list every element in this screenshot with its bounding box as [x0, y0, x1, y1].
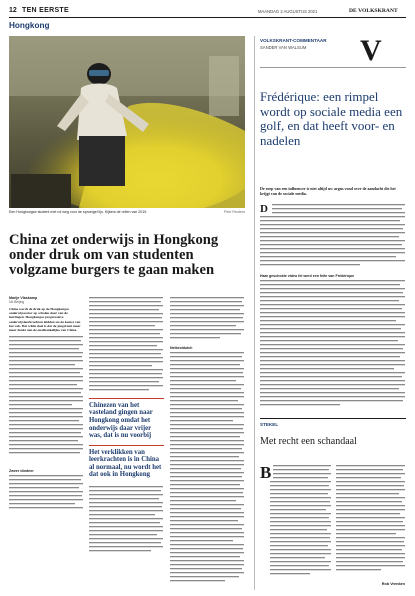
byline-place: Uit Beijing	[9, 300, 25, 304]
article-lead: China wordt de druk op de Hongkongse onderwijssector op scholen daar van de leerlingen. Hongkongse progressieve onderwijsleerkrachten leidden tot de komst van het vak. Het wilde doel is dat de jeugd niet meer meer denkt aan de onafhankelijke van China.	[9, 307, 81, 333]
body-text-lines	[170, 296, 245, 346]
stekel-author: Rob Vrenken	[381, 582, 405, 586]
stekel-dropcap: B	[260, 463, 272, 482]
byline: Marije Vlaskamp	[9, 296, 38, 300]
pullquote-1: Chinezen van het vasteland gingen naar Hongkong omdat het onderwijs daar vrijer was, dat is nu voorbij	[89, 401, 153, 440]
commentary-initial: V	[360, 34, 382, 67]
photo-credit: Pete Reuters	[224, 210, 245, 214]
commentary-lead: De roep van een influencer is niet altijd uw argus vond over de aandacht die het krijgt van de sociale media.	[260, 186, 396, 196]
commentary-rule	[260, 67, 406, 68]
header-rule	[9, 17, 406, 18]
article-column-1	[9, 296, 84, 514]
stekel-column-1	[270, 464, 332, 580]
body-text-lines	[260, 203, 406, 271]
commentary-author: SANDER VAN WALSUM	[260, 45, 307, 50]
article-subhead: Zweer vlindner	[9, 469, 34, 474]
pullquote-rule	[89, 398, 164, 399]
page-number: 12	[9, 7, 17, 14]
stekel-label: STEKEL	[260, 422, 279, 427]
commentary-subhead: Haar geschokte video fel werd een feite van Frédérique	[260, 274, 355, 278]
body-text-lines	[170, 351, 245, 587]
section-kicker: Hongkong	[9, 21, 50, 30]
stekel-title: Met recht een schandaal	[260, 436, 357, 447]
commentary-body	[260, 203, 406, 411]
body-text-lines	[270, 464, 332, 580]
news-photo	[9, 36, 245, 208]
body-text-lines	[9, 335, 84, 467]
commentary-title: Frédérique: een rimpel wordt op sociale media een golf, en dat heeft voor- en nadelen	[260, 89, 403, 148]
body-text-lines	[89, 296, 164, 394]
photo-caption: Een Hongkongse student met rol weg voor de sproeigel lijn. Kijkers de rellen van 2019.	[9, 210, 148, 214]
protest-photo-illustration	[9, 36, 245, 208]
stekel-rule	[260, 418, 406, 419]
article-headline: China zet onderwijs in Hongkong onder druk om van studenten volgzame burgers te gaan maken	[9, 232, 219, 279]
dateline: MAANDAG 2 AUGUSTUS 2021	[258, 8, 318, 14]
article-column-2	[89, 296, 164, 555]
pullquote-2: Het verklikken van leerkrachten is in China al normaal, nu wordt het dat ook in Hongkong	[89, 448, 162, 479]
article-body-text	[9, 335, 84, 467]
svg-text:D: D	[260, 203, 268, 215]
column-divider	[254, 36, 255, 590]
body-text-lines	[89, 485, 164, 555]
stekel-column-2	[336, 464, 406, 576]
pullquote-rule	[89, 445, 164, 446]
article-column-3	[170, 296, 245, 587]
body-text-lines	[260, 279, 406, 411]
body-text-lines	[336, 464, 406, 576]
article-subhead-2: Netbeoldutch	[170, 346, 193, 350]
newspaper-name: DE VOLKSKRANT	[349, 7, 398, 14]
section-title: TEN EERSTE	[22, 7, 69, 14]
body-text-lines	[9, 474, 84, 514]
commentary-label: VOLKSKRANT-COMMENTAAR	[260, 38, 327, 43]
